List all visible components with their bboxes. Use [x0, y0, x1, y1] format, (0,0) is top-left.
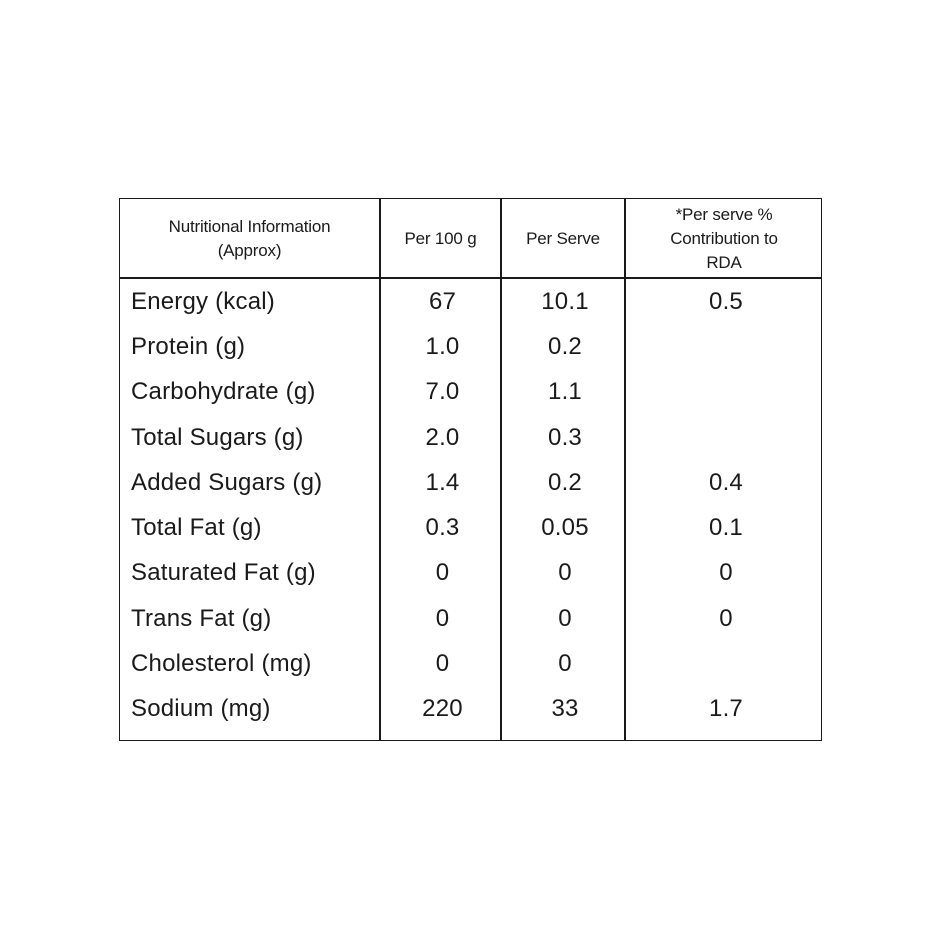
nutrient-name: Saturated Fat (g): [131, 559, 316, 587]
rda-value: 0.5: [709, 287, 743, 315]
rda-value: 1.7: [709, 695, 743, 723]
per-serve-value: 0: [558, 650, 572, 678]
per-100g-value: 1.0: [425, 332, 460, 360]
nutrient-name: Trans Fat (g): [131, 604, 272, 632]
header-nutrient-line: Nutritional Information: [168, 217, 331, 236]
per-serve-value: 0: [558, 604, 572, 632]
table-row: [120, 415, 821, 460]
header-rda: [626, 199, 822, 279]
per-serve-value: 0.05: [541, 514, 589, 542]
header-per-100g: [381, 199, 500, 279]
per-100g-value: 220: [422, 695, 463, 723]
rda-value: [627, 324, 825, 369]
per-100g-value: 0: [435, 604, 450, 632]
rda-value: 0: [719, 559, 733, 587]
rda-value: [627, 415, 825, 460]
table-row: [120, 551, 821, 596]
per-serve-value: 10.1: [541, 287, 589, 315]
header-rda-line: *Per serve %: [675, 205, 773, 224]
nutrient-name: Total Sugars (g): [131, 423, 304, 451]
header-per-serve-label: Per Serve: [526, 229, 600, 248]
header-nutrient-line: (Approx): [217, 241, 282, 260]
rda-value: [627, 370, 825, 415]
per-100g-value: 0: [435, 559, 450, 587]
rda-value: [627, 641, 825, 686]
per-100g-value: 0.3: [425, 514, 460, 542]
table-row: [120, 506, 821, 551]
header-nutrient: [120, 199, 379, 279]
table-row: [120, 641, 821, 686]
per-100g-value: 2.0: [425, 423, 460, 451]
nutrient-name: Cholesterol (mg): [131, 650, 312, 678]
per-serve-value: 0.3: [548, 423, 582, 451]
nutrition-table: [119, 198, 822, 741]
nutrient-name: Added Sugars (g): [131, 468, 323, 496]
rda-value: 0: [719, 604, 733, 632]
table-row: [120, 596, 821, 641]
rda-value: 0.4: [709, 468, 743, 496]
header-rda-line: RDA: [706, 253, 742, 272]
table-row: [120, 279, 821, 324]
header-per-serve: [502, 199, 624, 279]
header-per-100g-label: Per 100 g: [404, 229, 477, 248]
table-row: [120, 324, 821, 369]
per-serve-value: 0: [558, 559, 572, 587]
nutrient-name: Protein (g): [131, 332, 246, 360]
table-row: [120, 370, 821, 415]
nutrient-name: Energy (kcal): [131, 287, 275, 315]
per-serve-value: 1.1: [548, 378, 582, 406]
nutrient-name: Sodium (mg): [131, 695, 271, 723]
per-serve-value: 0.2: [548, 332, 582, 360]
per-100g-value: 67: [428, 287, 457, 315]
table-row: [120, 687, 821, 732]
header-rda-line: Contribution to: [670, 229, 778, 248]
per-serve-value: 33: [551, 695, 579, 723]
per-100g-value: 1.4: [425, 468, 460, 496]
per-100g-value: 7.0: [425, 378, 460, 406]
table-row: [120, 460, 821, 505]
nutrient-name: Total Fat (g): [131, 514, 262, 542]
per-serve-value: 0.2: [548, 468, 582, 496]
nutrient-name: Carbohydrate (g): [131, 378, 316, 406]
rda-value: 0.1: [709, 514, 743, 542]
per-100g-value: 0: [435, 650, 450, 678]
